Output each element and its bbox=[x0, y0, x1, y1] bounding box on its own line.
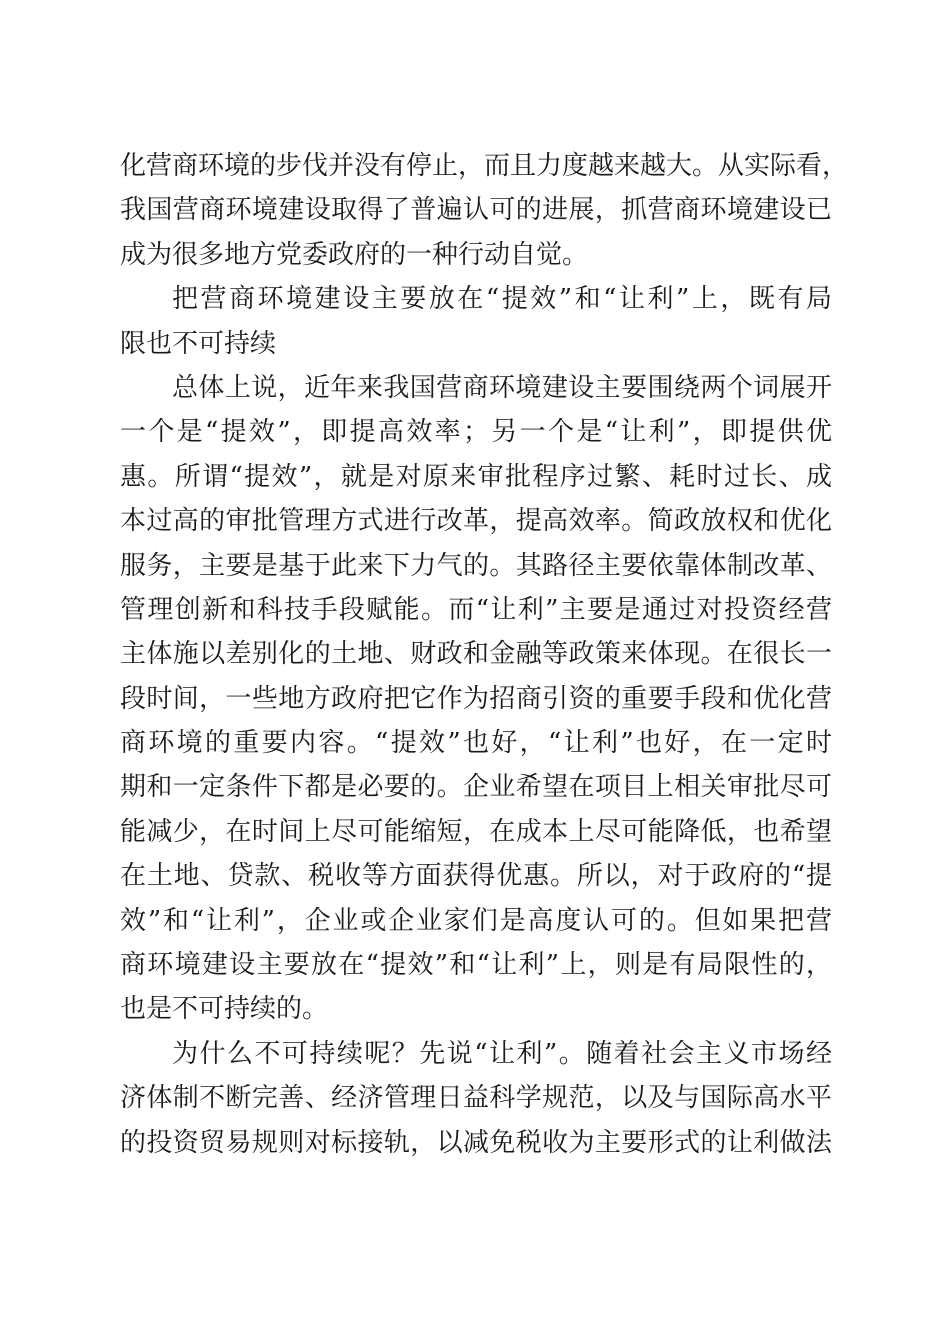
text-line: 商环境建设主要放在“提效”和“让利”上，则是有局限性的， bbox=[120, 950, 832, 981]
text-line: 效”和“让利”，企业或企业家们是高度认可的。但如果把营 bbox=[120, 905, 832, 936]
paragraph-overview bbox=[120, 366, 832, 1032]
text-line: 限也不可持续 bbox=[120, 328, 277, 359]
text-line: 的投资贸易规则对标接轨，以减免税收为主要形式的让利做法 bbox=[120, 1127, 832, 1158]
document-body bbox=[120, 144, 849, 1165]
text-line: 服务，主要是基于此来下力气的。其路径主要依靠体制改革、 bbox=[120, 550, 832, 581]
text-line: 我国营商环境建设取得了普遍认可的进展，抓营商环境建设已 bbox=[120, 195, 832, 226]
text-line: 期和一定条件下都是必要的。企业希望在项目上相关审批尽可 bbox=[120, 772, 832, 803]
text-line: 主体施以差别化的土地、财政和金融等政策来体现。在很长一 bbox=[120, 639, 832, 670]
text-line: 化营商环境的步伐并没有停止，而且力度越来越大。从实际看， bbox=[120, 151, 849, 181]
text-line: 商环境的重要内容。“提效”也好，“让利”也好，在一定时 bbox=[120, 728, 832, 759]
text-line: 总体上说，近年来我国营商环境建设主要围绕两个词展开 bbox=[172, 372, 832, 403]
text-line: 能减少，在时间上尽可能缩短，在成本上尽可能降低，也希望 bbox=[120, 816, 832, 847]
section-heading bbox=[120, 277, 832, 366]
text-line: 济体制不断完善、经济管理日益科学规范，以及与国际高水平 bbox=[120, 1083, 832, 1114]
text-line: 在土地、贷款、税收等方面获得优惠。所以，对于政府的“提 bbox=[120, 861, 832, 892]
text-line: 为什么不可持续呢？先说“让利”。随着社会主义市场经 bbox=[172, 1038, 832, 1069]
paragraph-intro-continuation bbox=[120, 144, 849, 277]
text-line: 把营商环境建设主要放在“提效”和“让利”上，既有局 bbox=[172, 284, 832, 315]
paragraph-sustainability bbox=[120, 1032, 832, 1165]
text-line: 管理创新和科技手段赋能。而“让利”主要是通过对投资经营 bbox=[120, 594, 832, 625]
text-line: 成为很多地方党委政府的一种行动自觉。 bbox=[120, 239, 589, 270]
text-line: 惠。所谓“提效”，就是对原来审批程序过繁、耗时过长、成 bbox=[120, 461, 832, 492]
text-line: 一个是“提效”，即提高效率；另一个是“让利”，即提供优 bbox=[120, 417, 832, 448]
text-line: 本过高的审批管理方式进行改革，提高效率。简政放权和优化 bbox=[120, 506, 832, 537]
text-line: 也是不可持续的。 bbox=[120, 994, 329, 1025]
text-line: 段时间，一些地方政府把它作为招商引资的重要手段和优化营 bbox=[120, 683, 832, 714]
